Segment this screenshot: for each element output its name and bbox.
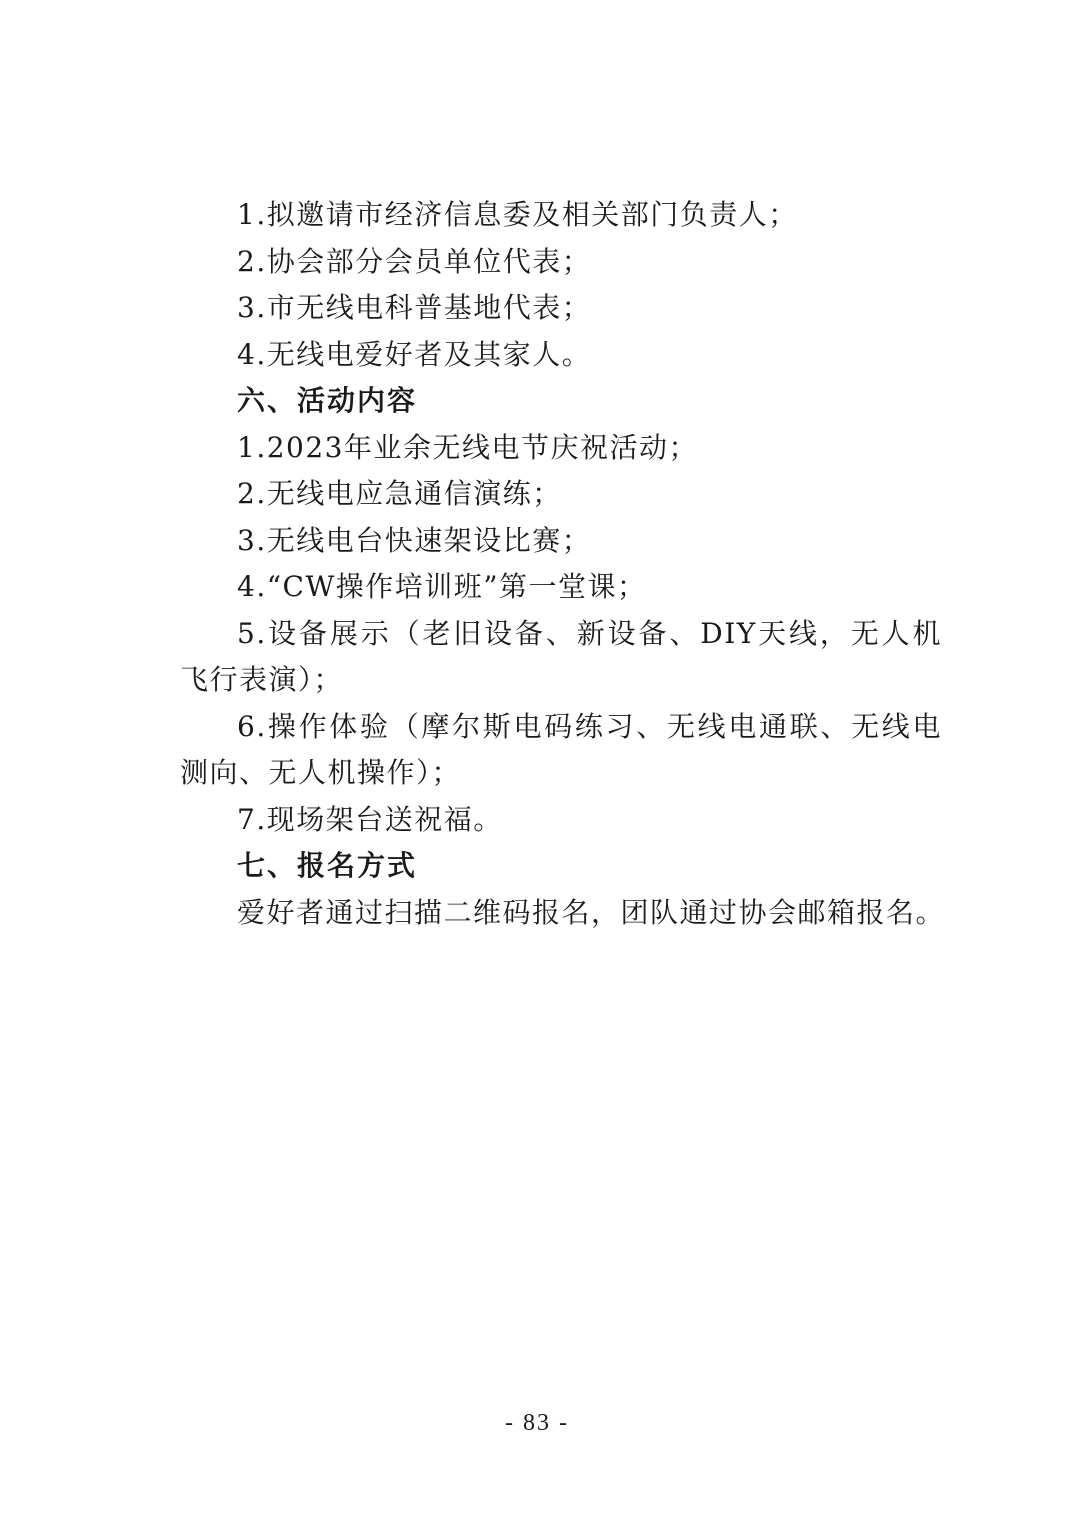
participant-item-2: 2.协会部分会员单位代表； [237,244,592,278]
activity-item-6: 6.操作体验（摩尔斯电码练习、无线电通联、无线电测向、无人机操作）； [180,709,942,789]
activity-item-5: 5.设备展示（老旧设备、新设备、DIY天线，无人机飞行表演）； [180,616,942,696]
registration-text: 爱好者通过扫描二维码报名，团队通过协会邮箱报名。 [237,895,946,929]
page-number: - 83 - [505,1410,569,1436]
participant-item-3: 3.市无线电科普基地代表； [237,291,592,324]
activity-item-3: 3.无线电台快速架设比赛； [237,523,592,557]
activity-item-4: 4.“CW操作培训班”第一堂课； [237,570,647,603]
document-body [180,192,946,936]
participant-item-1: 1.拟邀请市经济信息委及相关部门负责人； [237,198,798,231]
participant-item-4: 4.无线电爱好者及其家人。 [237,337,592,371]
section-7-heading: 七、报名方式 [237,849,418,882]
activity-item-1: 1.2023年业余无线电节庆祝活动； [237,430,698,464]
section-6-heading: 六、活动内容 [237,384,418,417]
activity-item-2: 2.无线电应急通信演练； [237,477,562,510]
activity-item-7: 7.现场架台送祝福。 [237,802,503,836]
